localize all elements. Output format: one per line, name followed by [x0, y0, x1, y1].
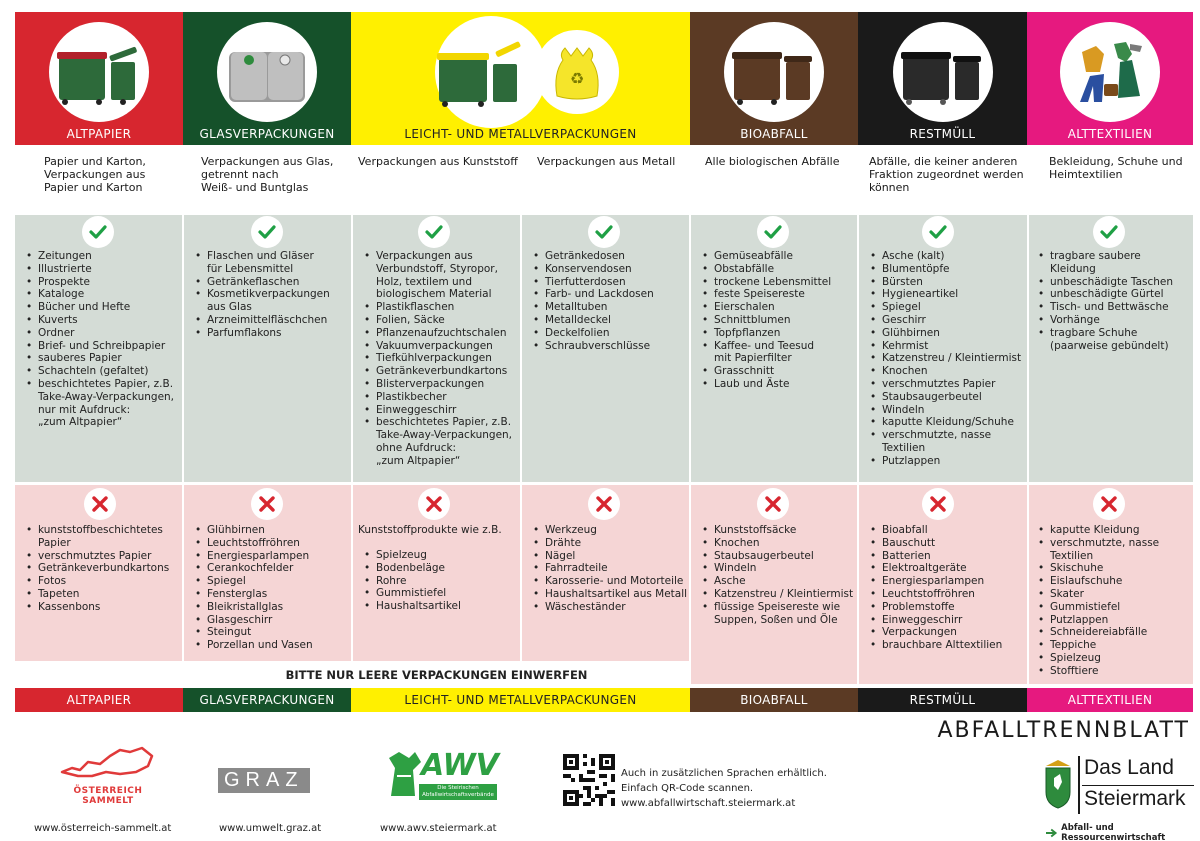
list-item: • Skater — [1036, 588, 1193, 601]
awv-wordmark: AWV — [421, 748, 499, 783]
list-item: • Asche — [700, 575, 857, 588]
list-item: • Leuchtstoffröhren — [193, 537, 351, 550]
list-item: • tragbare saubere Kleidung — [1036, 250, 1193, 276]
header-glas — [183, 12, 351, 145]
list-item: • kaputte Kleidung/Schuhe — [868, 416, 1027, 429]
list-item: • Bioabfall — [868, 524, 1027, 537]
desc-line: Papier und Karton, — [44, 155, 146, 168]
header-title: RESTMÜLL — [909, 127, 976, 141]
list-item: • Kosmetikverpackungen aus Glas — [193, 288, 351, 314]
list-item: • Plastikflaschen — [362, 301, 520, 314]
check-icon — [594, 222, 614, 242]
qr-caption-link[interactable]: www.abfallwirtschaft.steiermark.at — [621, 798, 796, 809]
list-item: • Tiefkühlverpackungen — [362, 352, 520, 365]
list-item: • Haushaltsartikel — [362, 600, 520, 613]
list-item: • flüssige Speisereste wie Suppen, Soßen und Öle — [700, 601, 857, 627]
altpapier-bin-circle — [49, 22, 149, 122]
list-item: • Gummistiefel — [1036, 601, 1193, 614]
forbidden-badge — [588, 488, 620, 520]
forbidden-list-kunststoff — [362, 549, 520, 613]
list-item: • brauchbare Alttextilien — [868, 639, 1027, 652]
desc-line: Verpackungen aus Kunststoff — [358, 155, 518, 168]
forbidden-badge — [84, 488, 116, 520]
header-altpapier — [15, 12, 183, 145]
bio-bin-circle — [724, 22, 824, 122]
list-item: • Vakuumverpackungen — [362, 340, 520, 353]
list-item: • Knochen — [700, 537, 857, 550]
list-item: • Zeitungen — [24, 250, 182, 263]
qr-caption-line: Auch in zusätzlichen Sprachen erhältlich. — [621, 768, 827, 779]
header-leicht — [351, 12, 690, 145]
list-item: • Fahrradteile — [531, 562, 689, 575]
list-item: • verschmutztes Papier — [24, 550, 182, 563]
steiermark-coat-of-arms-icon — [1042, 756, 1074, 812]
forbidden-badge — [1093, 488, 1125, 520]
awv-logo — [385, 748, 497, 806]
list-item: • Teppiche — [1036, 639, 1193, 652]
list-item: • Getränkedosen — [531, 250, 689, 263]
land-divider — [1078, 756, 1080, 814]
link-umwelt-graz[interactable]: www.umwelt.graz.at — [219, 823, 322, 834]
desc-altpapier — [44, 155, 184, 194]
check-icon — [763, 222, 783, 242]
list-item: • Einweggeschirr — [868, 614, 1027, 627]
yellow-bin-icon — [435, 16, 547, 128]
list-item: • kunststoffbeschichtetes Papier — [24, 524, 182, 550]
desc-line: Verpackungen aus Metall — [537, 155, 676, 168]
list-item: • Geschirr — [868, 314, 1027, 327]
list-item: • Bleikristallglas — [193, 601, 351, 614]
list-item: • beschichtetes Papier, z.B. Take-Away-Verpackungen, nur mit Aufdruck: „zum Altpapier“ — [24, 378, 182, 429]
list-item: • Energiesparlampen — [193, 550, 351, 563]
list-item: • Kehrmist — [868, 340, 1027, 353]
list-item: • Bücher und Hefte — [24, 301, 182, 314]
bottom-bar-bio: BIOABFALL — [690, 688, 858, 712]
allowed-list-kunststoff — [362, 250, 520, 468]
list-item: • unbeschädigte Gürtel — [1036, 288, 1193, 301]
list-item: • Grasschnitt — [700, 365, 857, 378]
qr-code[interactable] — [563, 754, 615, 806]
rest-bin-circle — [893, 22, 993, 122]
qr-caption-line: Einfach QR-Code scannen. — [621, 783, 754, 794]
allowed-badge — [588, 216, 620, 248]
list-item: • Kaffee- und Teesud mit Papierfilter — [700, 340, 857, 366]
list-item: • sauberes Papier — [24, 352, 182, 365]
list-item: • Stofftiere — [1036, 665, 1193, 678]
land-line-2: Steiermark — [1084, 787, 1186, 810]
list-item: • Hygieneartikel — [868, 288, 1027, 301]
department-text: Abfall- und Ressourcenwirtschaft — [1061, 823, 1166, 841]
list-item: • Katzenstreu / Kleintiermist — [700, 588, 857, 601]
list-item: • Steingut — [193, 626, 351, 639]
list-item: • Bauschutt — [868, 537, 1027, 550]
list-item: • Kuverts — [24, 314, 182, 327]
list-item: • Kunststoffsäcke — [700, 524, 857, 537]
list-item: • Prospekte — [24, 276, 182, 289]
list-item: • Leuchtstoffröhren — [868, 588, 1027, 601]
cross-icon — [1100, 495, 1118, 513]
list-item: • Energiesparlampen — [868, 575, 1027, 588]
cross-icon — [595, 495, 613, 513]
empty-packaging-notice: BITTE NUR LEERE VERPACKUNGEN EINWERFEN — [285, 668, 588, 682]
check-icon — [257, 222, 277, 242]
desc-line: Alle biologischen Abfälle — [705, 155, 840, 168]
list-item: • Eierschalen — [700, 301, 857, 314]
forbidden-badge — [418, 488, 450, 520]
list-item: • Werkzeug — [531, 524, 689, 537]
arrow-right-icon — [1046, 828, 1058, 838]
list-item: • Metalltuben — [531, 301, 689, 314]
desc-line: Verpackungen aus Glas, — [201, 155, 334, 168]
allowed-badge — [1093, 216, 1125, 248]
forbidden-list-metall — [531, 524, 689, 614]
list-item: • Skischuhe — [1036, 562, 1193, 575]
desc-glas — [201, 155, 349, 194]
bottom-bar-rest: RESTMÜLL — [858, 688, 1027, 712]
austria-map-icon — [58, 742, 158, 782]
sheet-title: ABFALLTRENNBLATT — [937, 718, 1190, 743]
list-item: • Spielzeug — [1036, 652, 1193, 665]
list-item: • verschmutztes Papier — [868, 378, 1027, 391]
allowed-badge — [757, 216, 789, 248]
residual-bin-icon — [893, 22, 993, 122]
allowed-list-glas — [193, 250, 351, 340]
list-item: • Blumentöpfe — [868, 263, 1027, 276]
list-item: • Schnittblumen — [700, 314, 857, 327]
list-item: • Nägel — [531, 550, 689, 563]
list-item: • Getränkeflaschen — [193, 276, 351, 289]
recycling-bag-icon — [535, 30, 619, 114]
oesterreich-label: ÖSTERREICH — [73, 786, 143, 796]
list-item: • Spiegel — [193, 575, 351, 588]
list-item: • trockene Lebensmittel — [700, 276, 857, 289]
forbidden-list-glas — [193, 524, 351, 652]
desc-line: können — [869, 181, 910, 194]
forbidden-badge — [251, 488, 283, 520]
list-item: • kaputte Kleidung — [1036, 524, 1193, 537]
allowed-badge — [418, 216, 450, 248]
list-item: • Ordner — [24, 327, 182, 340]
allowed-badge — [251, 216, 283, 248]
awv-subtitle-box — [419, 784, 497, 800]
list-item: • Parfumflakons — [193, 327, 351, 340]
list-item: • Windeln — [700, 562, 857, 575]
desc-rest — [869, 155, 1027, 194]
desc-line: getrennt nach — [201, 168, 279, 181]
textil-circle — [1060, 22, 1160, 122]
list-item: • Verpackungen aus Verbundstoff, Styropor, Holz, textilem und biologischem Material — [362, 250, 520, 301]
desc-metall — [537, 155, 687, 168]
header-bio — [690, 12, 858, 145]
list-item: • Putzlappen — [1036, 614, 1193, 627]
land-rule — [1082, 785, 1194, 786]
list-item: • Arzneimittelfläschchen — [193, 314, 351, 327]
list-item: • Konservendosen — [531, 263, 689, 276]
cross-icon — [425, 495, 443, 513]
list-item: • Knochen — [868, 365, 1027, 378]
forbidden-badge — [757, 488, 789, 520]
list-item: • Spiegel — [868, 301, 1027, 314]
allowed-badge — [922, 216, 954, 248]
cross-icon — [258, 495, 276, 513]
forbidden-list-rest — [868, 524, 1027, 652]
cross-icon — [929, 495, 947, 513]
check-icon — [88, 222, 108, 242]
list-item: • Bodenbeläge — [362, 562, 520, 575]
list-item: • Brief- und Schreibpapier — [24, 340, 182, 353]
list-item: • Glühbirnen — [868, 327, 1027, 340]
oesterreich-sammelt-logo — [58, 742, 158, 808]
list-item: • Obstabfälle — [700, 263, 857, 276]
desc-line: Fraktion zugeordnet werden — [869, 168, 1024, 181]
forbidden-list-altpapier — [24, 524, 182, 614]
list-item: • Bürsten — [868, 276, 1027, 289]
glass-container-icon — [217, 22, 317, 122]
allowed-list-bio — [700, 250, 857, 391]
link-oesterreich-sammelt[interactable]: www.österreich-sammelt.at — [34, 823, 172, 834]
desc-line: Abfälle, die keiner anderen — [869, 155, 1018, 168]
list-item: • Glasgeschirr — [193, 614, 351, 627]
list-item: • Fensterglas — [193, 588, 351, 601]
desc-line: Verpackungen aus — [44, 168, 146, 181]
list-item: • Gummistiefel — [362, 587, 520, 600]
bottom-bar-textil: ALTTEXTILIEN — [1027, 688, 1193, 712]
desc-textil — [1049, 155, 1194, 181]
awv-subtitle-2: Abfallwirtschaftsverbände — [422, 792, 494, 798]
qr-caption — [621, 766, 827, 811]
list-item: • Deckelfolien — [531, 327, 689, 340]
bottom-bar-leicht: LEICHT- UND METALLVERPACKUNGEN — [351, 688, 690, 712]
list-item: • Karosserie- und Motorteile — [531, 575, 689, 588]
list-item: • verschmutzte, nasse Textilien — [868, 429, 1027, 455]
header-title: ALTTEXTILIEN — [1067, 127, 1153, 141]
list-item: • Tapeten — [24, 588, 182, 601]
land-steiermark-logo — [1042, 754, 1194, 816]
list-item: • Schneidereiabfälle — [1036, 626, 1193, 639]
bio-bin-icon — [724, 22, 824, 122]
list-item: • Putzlappen — [868, 455, 1027, 468]
desc-line: Weiß- und Buntglas — [201, 181, 309, 194]
allowed-list-rest — [868, 250, 1027, 468]
check-icon — [424, 222, 444, 242]
list-item: • Fotos — [24, 575, 182, 588]
list-item: • Kataloge — [24, 288, 182, 301]
desc-bio — [705, 155, 855, 168]
header-textil — [1027, 12, 1193, 145]
land-line-1: Das Land — [1084, 756, 1174, 779]
paper-bin-icon — [49, 22, 149, 122]
list-item: • Schraubverschlüsse — [531, 340, 689, 353]
list-item: • Haushaltsartikel aus Metall — [531, 588, 689, 601]
header-title: BIOABFALL — [740, 127, 808, 141]
qr-code-icon — [563, 754, 615, 806]
list-item: • Vorhänge — [1036, 314, 1193, 327]
list-item: • Gemüseabfälle — [700, 250, 857, 263]
list-item: • Problemstoffe — [868, 601, 1027, 614]
list-item: • Wäscheständer — [531, 601, 689, 614]
awv-subtitle-1: Die Steirischen — [437, 785, 479, 791]
glas-bin-circle — [217, 22, 317, 122]
list-item: • Getränkeverbundkartons — [24, 562, 182, 575]
list-item: • Kassenbons — [24, 601, 182, 614]
list-item: • Glühbirnen — [193, 524, 351, 537]
list-item: • Plastikbecher — [362, 391, 520, 404]
list-item: • feste Speisereste — [700, 288, 857, 301]
forbidden-lead-kunststoff: Kunststoffprodukte wie z.B. — [358, 524, 502, 536]
list-item: • Getränkeverbundkartons — [362, 365, 520, 378]
forbidden-list-textil — [1036, 524, 1193, 678]
check-icon — [1099, 222, 1119, 242]
list-item: • verschmutzte, nasse Textilien — [1036, 537, 1193, 563]
header-rest — [858, 12, 1027, 145]
list-item: • Blisterverpackungen — [362, 378, 520, 391]
bottom-bar-altpapier: ALTPAPIER — [15, 688, 183, 712]
sammelt-label: SAMMELT — [82, 796, 134, 806]
cross-icon — [764, 495, 782, 513]
list-item: • Folien, Säcke — [362, 314, 520, 327]
header-title: LEICHT- UND METALLVERPACKUNGEN — [404, 127, 637, 141]
department-label — [1046, 823, 1200, 841]
list-item: • Illustrierte — [24, 263, 182, 276]
header-title: ALTPAPIER — [66, 127, 132, 141]
list-item: • Metalldeckel — [531, 314, 689, 327]
allowed-list-metall — [531, 250, 689, 352]
list-item: • Porzellan und Vasen — [193, 639, 351, 652]
list-item: • Rohre — [362, 575, 520, 588]
list-item: • Pflanzenaufzuchtschalen — [362, 327, 520, 340]
leicht-bin-circle — [435, 16, 547, 128]
link-awv-steiermark[interactable]: www.awv.steiermark.at — [380, 823, 497, 834]
clothing-icon — [1060, 22, 1160, 122]
forbidden-badge — [922, 488, 954, 520]
list-item: • Flaschen und Gläser für Lebensmittel — [193, 250, 351, 276]
graz-logo — [218, 768, 310, 793]
list-item: • unbeschädigte Taschen — [1036, 276, 1193, 289]
allowed-badge — [82, 216, 114, 248]
list-item: • Topfpflanzen — [700, 327, 857, 340]
list-item: • beschichtetes Papier, z.B. Take-Away-Verpackungen, ohne Aufdruck: „zum Altpapier“ — [362, 416, 520, 467]
list-item: • Eislaufschuhe — [1036, 575, 1193, 588]
list-item: • Einweggeschirr — [362, 404, 520, 417]
allowed-list-altpapier — [24, 250, 182, 429]
cross-icon — [91, 495, 109, 513]
list-item: • tragbare Schuhe (paarweise gebündelt) — [1036, 327, 1193, 353]
desc-kunststoff — [358, 155, 518, 168]
desc-line: Papier und Karton — [44, 181, 143, 194]
list-item: • Staubsaugerbeutel — [700, 550, 857, 563]
yellow-bag-circle — [535, 30, 619, 114]
list-item: • Verpackungen — [868, 626, 1027, 639]
svg-text:♻: ♻ — [569, 69, 585, 88]
list-item: • Spielzeug — [362, 549, 520, 562]
list-item: • Farb- und Lackdosen — [531, 288, 689, 301]
graz-letters: GRAZ — [218, 768, 310, 793]
list-item: • Batterien — [868, 550, 1027, 563]
list-item: • Staubsaugerbeutel — [868, 391, 1027, 404]
allowed-list-textil — [1036, 250, 1193, 352]
header-title: GLASVERPACKUNGEN — [199, 127, 335, 141]
desc-line: Bekleidung, Schuhe und — [1049, 155, 1183, 168]
list-item: • Cerankochfelder — [193, 562, 351, 575]
list-item: • Katzenstreu / Kleintiermist — [868, 352, 1027, 365]
list-item: • Tisch- und Bettwäsche — [1036, 301, 1193, 314]
list-item: • Windeln — [868, 404, 1027, 417]
desc-line: Heimtextilien — [1049, 168, 1123, 181]
list-item: • Drähte — [531, 537, 689, 550]
bottom-bar-glas: GLASVERPACKUNGEN — [183, 688, 351, 712]
check-icon — [928, 222, 948, 242]
list-item: • Tierfutterdosen — [531, 276, 689, 289]
list-item: • Laub und Äste — [700, 378, 857, 391]
forbidden-list-bio — [700, 524, 857, 626]
list-item: • Elektroaltgeräte — [868, 562, 1027, 575]
list-item: • Schachteln (gefaltet) — [24, 365, 182, 378]
list-item: • Asche (kalt) — [868, 250, 1027, 263]
